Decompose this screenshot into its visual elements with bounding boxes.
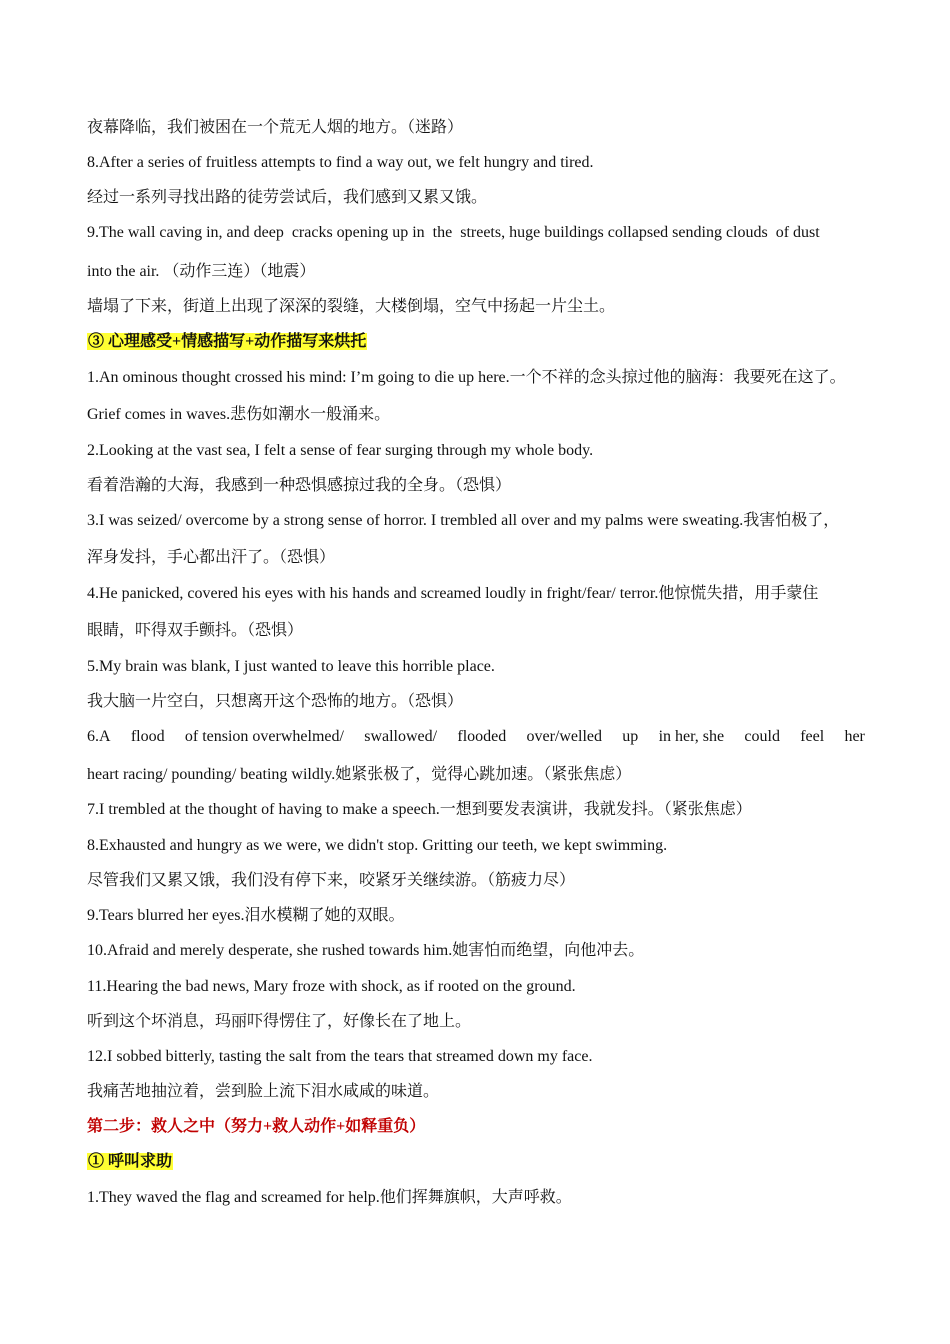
word: her bbox=[844, 728, 865, 745]
word: in her, she bbox=[658, 728, 725, 745]
text-line: 1.They waved the flag and screamed for help.他们挥舞旗帜，大声呼救。 bbox=[87, 1189, 572, 1206]
text-line: 5.My brain was blank, I just wanted to leave this horrible place. bbox=[87, 658, 495, 675]
word: flooded bbox=[457, 728, 507, 745]
text-line: into the air. （动作三连）（地震） bbox=[87, 263, 316, 280]
text-line: 12.I sobbed bitterly, tasting the salt from the tears that streamed down my face. bbox=[87, 1048, 593, 1065]
text-line: 9.The wall caving in, and deep cracks opening up in the streets, huge buildings collapsed sending clouds of dust bbox=[87, 224, 820, 241]
text-line: 尽管我们又累又饿，我们没有停下来，咬紧牙关继续游。（筋疲力尽） bbox=[87, 872, 576, 889]
text-line: 9.Tears blurred her eyes.泪水模糊了她的双眼。 bbox=[87, 907, 405, 924]
word: over/welled bbox=[526, 728, 603, 745]
text-line: 浑身发抖，手心都出汗了。（恐惧） bbox=[87, 549, 336, 566]
text-line: 8.After a series of fruitless attempts to find a way out, we felt hungry and tired. bbox=[87, 154, 594, 171]
text-line: 眼睛，吓得双手颤抖。（恐惧） bbox=[87, 622, 304, 639]
word: swallowed/ bbox=[364, 728, 438, 745]
word: 6.A bbox=[87, 728, 111, 745]
text-line: 我痛苦地抽泣着，尝到脸上流下泪水咸咸的味道。 bbox=[87, 1083, 440, 1100]
highlighted-heading: ① 呼叫求助 bbox=[88, 1153, 173, 1170]
text-line: 墙塌了下来，街道上出现了深深的裂缝，大楼倒塌，空气中扬起一片尘土。 bbox=[87, 298, 616, 315]
text-line: 4.He panicked, covered his eyes with his hands and screamed loudly in fright/fear/ terror.他惊慌失措，用手蒙住 bbox=[87, 585, 819, 602]
text-line: 看着浩瀚的大海，我感到一种恐惧感掠过我的全身。（恐惧） bbox=[87, 477, 512, 494]
word: flood bbox=[130, 728, 165, 745]
text-line: 夜幕降临，我们被困在一个荒无人烟的地方。（迷路） bbox=[87, 119, 464, 136]
justified-text-line bbox=[87, 727, 865, 747]
highlighted-heading: ③ 心理感受+情感描写+动作描写来烘托 bbox=[88, 333, 367, 350]
text-line: 听到这个坏消息，玛丽吓得愣住了，好像长在了地上。 bbox=[87, 1013, 472, 1030]
text-line: heart racing/ pounding/ beating wildly.她紧张极了，觉得心跳加速。（紧张焦虑） bbox=[87, 766, 632, 783]
text-line: 11.Hearing the bad news, Mary froze with shock, as if rooted on the ground. bbox=[87, 978, 576, 995]
word: up bbox=[622, 728, 639, 745]
section-heading bbox=[87, 1152, 877, 1172]
text-line: 1.An ominous thought crossed his mind: I’m going to die up here.一个不祥的念头掠过他的脑海：我要死在这了。 bbox=[87, 369, 846, 386]
text-line: 经过一系列寻找出路的徒劳尝试后，我们感到又累又饿。 bbox=[87, 189, 488, 206]
word: feel bbox=[800, 728, 825, 745]
text-line: 我大脑一片空白，只想离开这个恐怖的地方。（恐惧） bbox=[87, 693, 464, 710]
text-line: 7.I trembled at the thought of having to make a speech.一想到要发表演讲，我就发抖。（紧张焦虑） bbox=[87, 801, 752, 818]
word: could bbox=[744, 728, 780, 745]
step-heading: 第二步：救人之中（努力+救人动作+如释重负） bbox=[87, 1118, 426, 1135]
text-line: 8.Exhausted and hungry as we were, we didn't stop. Gritting our teeth, we kept swimming. bbox=[87, 837, 668, 854]
text-line: 3.I was seized/ overcome by a strong sense of horror. I trembled all over and my palms were sweating.我害怕极了， bbox=[87, 512, 840, 529]
text-line: 2.Looking at the vast sea, I felt a sense of fear surging through my whole body. bbox=[87, 442, 594, 459]
word: of tension overwhelmed/ bbox=[184, 728, 344, 745]
text-line: Grief comes in waves.悲伤如潮水一般涌来。 bbox=[87, 406, 391, 423]
text-line: 10.Afraid and merely desperate, she rushed towards him.她害怕而绝望，向他冲去。 bbox=[87, 942, 645, 959]
section-heading bbox=[87, 332, 877, 352]
